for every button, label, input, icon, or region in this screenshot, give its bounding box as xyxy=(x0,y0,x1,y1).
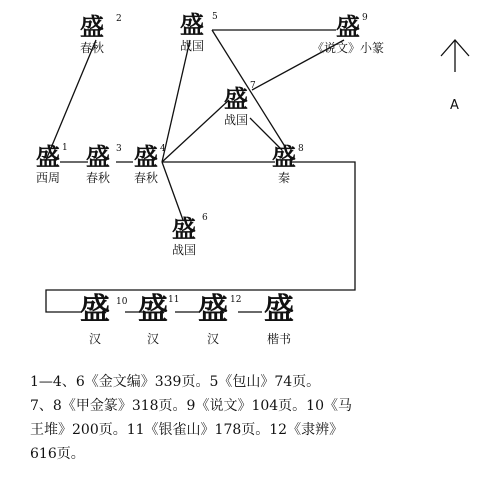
glyph-3: 盛 xyxy=(86,142,110,171)
period-8: 秦 xyxy=(277,171,290,185)
arrow-label: A xyxy=(450,98,459,113)
note-line-2: 7、8《甲金篆》318页。9《说文》104页。10《马 xyxy=(30,398,352,414)
num-4: 4 xyxy=(160,144,166,154)
period-7: 战国 xyxy=(224,113,249,127)
link-4-6 xyxy=(162,162,183,220)
glyph-5: 盛 xyxy=(180,10,204,39)
num-2: 2 xyxy=(116,14,122,24)
node-6 xyxy=(172,216,196,257)
period-2: 春秋 xyxy=(80,41,105,55)
num-1: 1 xyxy=(62,143,68,153)
num-11: 11 xyxy=(168,295,180,305)
glyph-6: 盛 xyxy=(172,214,196,243)
period-9: 《说文》小篆 xyxy=(312,41,385,55)
node-9 xyxy=(312,14,384,55)
period-10: 汉 xyxy=(88,332,101,346)
num-9: 9 xyxy=(362,13,368,23)
glyph-1: 盛 xyxy=(36,142,60,171)
period-6: 战国 xyxy=(172,243,197,257)
link-4-5 xyxy=(162,40,190,162)
num-10: 10 xyxy=(116,297,128,307)
period-12: 汉 xyxy=(206,332,219,346)
num-6: 6 xyxy=(202,213,208,223)
node-8 xyxy=(272,144,296,185)
glyph-8: 盛 xyxy=(272,142,296,171)
node-1 xyxy=(36,144,60,185)
num-3: 3 xyxy=(116,144,122,154)
glyph-12: 盛 xyxy=(198,292,228,327)
glyph-13: 盛 xyxy=(264,292,294,327)
num-5: 5 xyxy=(212,12,218,22)
node-2 xyxy=(80,14,104,55)
glyph-7: 盛 xyxy=(224,84,248,113)
link-4-7 xyxy=(162,100,229,162)
glyph-2: 盛 xyxy=(80,12,104,41)
period-5: 战国 xyxy=(180,39,205,53)
node-11 xyxy=(138,294,168,346)
note-line-3: 王堆》200页。11《银雀山》178页。12《隶辨》 xyxy=(30,422,344,438)
period-1: 西周 xyxy=(36,171,61,185)
period-3: 春秋 xyxy=(86,171,111,185)
node-7 xyxy=(224,86,248,127)
num-8: 8 xyxy=(298,144,304,154)
node-10 xyxy=(80,294,110,346)
glyph-11: 盛 xyxy=(138,292,168,327)
period-13: 楷书 xyxy=(266,332,291,346)
node-12 xyxy=(198,294,228,346)
period-11: 汉 xyxy=(146,332,159,346)
up-arrow-icon xyxy=(441,40,469,72)
num-7: 7 xyxy=(250,81,256,91)
glyph-10: 盛 xyxy=(80,292,110,327)
node-4 xyxy=(134,144,158,185)
glyph-9: 盛 xyxy=(336,12,360,41)
note-line-1: 1—4、6《金文编》339页。5《包山》74页。 xyxy=(30,374,321,390)
period-4: 春秋 xyxy=(134,171,159,185)
source-notes xyxy=(30,370,470,466)
node-3 xyxy=(86,144,110,185)
node-13 xyxy=(264,294,294,346)
node-5 xyxy=(180,12,204,53)
num-12: 12 xyxy=(230,295,242,305)
note-line-4: 616页。 xyxy=(30,446,85,462)
glyph-4: 盛 xyxy=(134,142,158,171)
